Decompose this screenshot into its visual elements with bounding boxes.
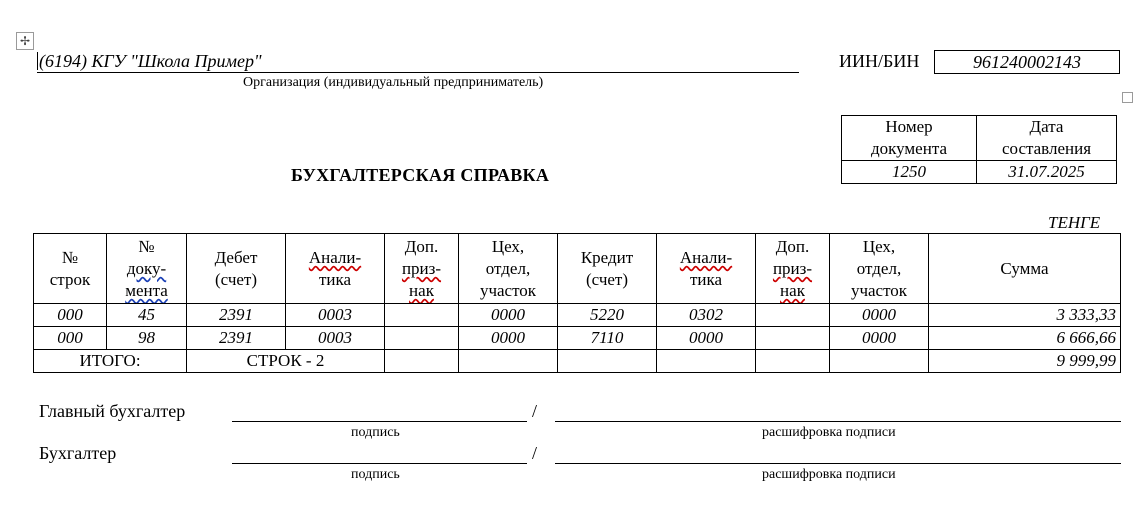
cell-analytics-credit[interactable]: 0000 — [657, 327, 756, 350]
table-move-icon[interactable]: ✢ — [16, 32, 34, 50]
accountant-label: Бухгалтер — [39, 443, 117, 463]
accountant-decode-caption: расшифровка подписи — [762, 467, 896, 482]
col-header-extra-debit: Доп. приз- нак — [385, 234, 459, 304]
total-rows-count: СТРОК - 2 — [187, 350, 385, 373]
chief-signature-caption: подпись — [351, 425, 400, 440]
col-header-sum: Сумма — [929, 234, 1121, 304]
cell-extra-debit[interactable] — [385, 327, 459, 350]
chief-decode-caption: расшифровка подписи — [762, 425, 896, 440]
table-header-row — [34, 234, 1121, 304]
table-row — [34, 327, 1121, 350]
cell-credit[interactable]: 5220 — [558, 304, 657, 327]
col-header-extra-credit: Доп. приз- нак — [756, 234, 830, 304]
total-empty-cell — [657, 350, 756, 373]
document-info-table — [841, 115, 1117, 184]
chief-accountant-label: Главный бухгалтер — [39, 401, 186, 421]
organization-field[interactable] — [37, 50, 799, 73]
total-label: ИТОГО: — [34, 350, 187, 373]
cell-sum[interactable]: 6 666,66 — [929, 327, 1121, 350]
cell-analytics-debit[interactable]: 0003 — [286, 327, 385, 350]
total-empty-cell — [830, 350, 929, 373]
total-empty-cell — [385, 350, 459, 373]
cell-analytics-debit[interactable]: 0003 — [286, 304, 385, 327]
iin-value[interactable]: 961240002143 — [934, 50, 1120, 74]
cell-department-debit[interactable]: 0000 — [459, 304, 558, 327]
accountant-separator: / — [532, 443, 538, 463]
chief-separator: / — [532, 401, 538, 421]
col-header-debit: Дебет (счет) — [187, 234, 286, 304]
organization-caption: Организация (индивидуальный предприниматель) — [243, 75, 544, 90]
cell-department-credit[interactable]: 0000 — [830, 327, 929, 350]
text-cursor — [37, 52, 38, 70]
doc-date-header: Дата составления — [977, 116, 1117, 161]
col-header-credit: Кредит (счет) — [558, 234, 657, 304]
cell-extra-credit[interactable] — [756, 304, 830, 327]
chief-signature-line[interactable] — [232, 421, 527, 422]
doc-number-header: Номер документа — [842, 116, 977, 161]
cell-sum[interactable]: 3 333,33 — [929, 304, 1121, 327]
total-empty-cell — [756, 350, 830, 373]
cell-debit[interactable]: 2391 — [187, 327, 286, 350]
table-total-row — [34, 350, 1121, 373]
table-row — [34, 304, 1121, 327]
cell-department-credit[interactable]: 0000 — [830, 304, 929, 327]
chief-decode-line[interactable] — [555, 421, 1121, 422]
cell-credit[interactable]: 7110 — [558, 327, 657, 350]
currency-label: ТЕНГЕ — [1048, 213, 1101, 232]
cell-debit[interactable]: 2391 — [187, 304, 286, 327]
accountant-signature-line[interactable] — [232, 463, 527, 464]
doc-number[interactable]: 1250 — [842, 161, 977, 184]
total-empty-cell — [459, 350, 558, 373]
col-header-department-credit: Цех, отдел, участок — [830, 234, 929, 304]
col-header-row-no: № строк — [34, 234, 107, 304]
table-resize-icon[interactable] — [1122, 92, 1133, 103]
col-header-doc-no: № доку- мента — [107, 234, 187, 304]
col-header-department-debit: Цех, отдел, участок — [459, 234, 558, 304]
cell-doc-no[interactable]: 98 — [107, 327, 187, 350]
accountant-decode-line[interactable] — [555, 463, 1121, 464]
cell-extra-debit[interactable] — [385, 304, 459, 327]
iin-label: ИИН/БИН — [839, 51, 920, 71]
total-sum: 9 999,99 — [929, 350, 1121, 373]
entries-table — [33, 233, 1121, 373]
accountant-signature-caption: подпись — [351, 467, 400, 482]
document-title: БУХГАЛТЕРСКАЯ СПРАВКА — [291, 165, 550, 185]
cell-extra-credit[interactable] — [756, 327, 830, 350]
cell-analytics-credit[interactable]: 0302 — [657, 304, 756, 327]
cell-department-debit[interactable]: 0000 — [459, 327, 558, 350]
total-empty-cell — [558, 350, 657, 373]
cell-row-no[interactable]: 000 — [34, 304, 107, 327]
col-header-analytics-debit: Анали- тика — [286, 234, 385, 304]
organization-name: (6194) КГУ "Школа Пример" — [39, 51, 262, 71]
col-header-analytics-credit: Анали- тика — [657, 234, 756, 304]
cell-row-no[interactable]: 000 — [34, 327, 107, 350]
cell-doc-no[interactable]: 45 — [107, 304, 187, 327]
doc-date[interactable]: 31.07.2025 — [977, 161, 1117, 184]
